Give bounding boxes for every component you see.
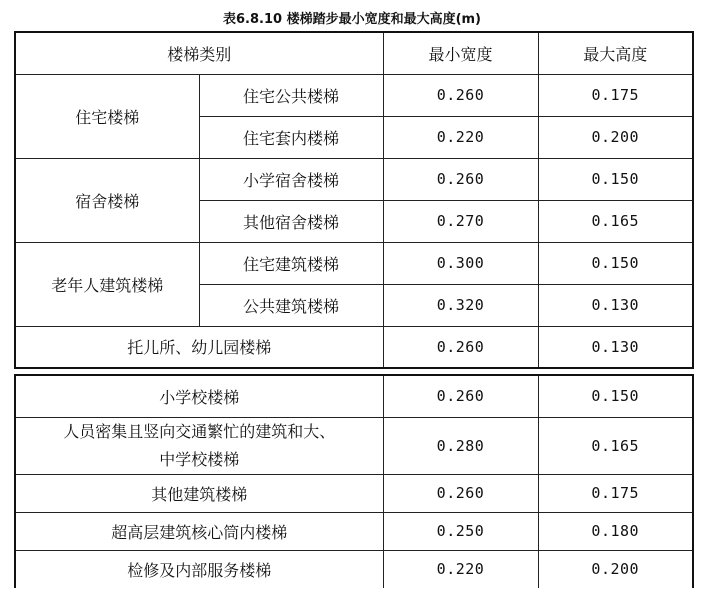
max-height-value: 0.165 <box>538 200 693 242</box>
sub-label: 住宅建筑楼梯 <box>199 242 383 284</box>
group-label: 老年人建筑楼梯 <box>15 242 199 326</box>
table-row <box>15 326 693 368</box>
row-label: 托儿所、幼儿园楼梯 <box>15 326 383 368</box>
max-height-value: 0.150 <box>538 158 693 200</box>
min-width-value: 0.260 <box>383 158 538 200</box>
table-caption: 表6.8.10 楼梯踏步最小宽度和最大高度(m) <box>222 12 481 27</box>
stair-table-part2 <box>14 374 692 588</box>
table-row <box>15 512 693 550</box>
max-height-value: 0.150 <box>538 242 693 284</box>
min-width-value: 0.280 <box>383 417 538 474</box>
row-label: 检修及内部服务楼梯 <box>15 550 383 588</box>
max-height-value: 0.130 <box>538 284 693 326</box>
group-label: 住宅楼梯 <box>15 74 199 158</box>
max-height-value: 0.180 <box>538 512 693 550</box>
max-height-value: 0.200 <box>538 550 693 588</box>
sub-label: 住宅套内楼梯 <box>199 116 383 158</box>
row-label-line2: 中学校楼梯 <box>159 449 240 469</box>
table-row <box>15 375 693 417</box>
min-width-value: 0.260 <box>383 375 538 417</box>
max-height-value: 0.200 <box>538 116 693 158</box>
min-width-value: 0.250 <box>383 512 538 550</box>
table-row <box>15 550 693 588</box>
header-max-height: 最大高度 <box>538 32 693 74</box>
sub-label: 公共建筑楼梯 <box>199 284 383 326</box>
min-width-value: 0.220 <box>383 550 538 588</box>
row-label: 超高层建筑核心筒内楼梯 <box>15 512 383 550</box>
min-width-value: 0.220 <box>383 116 538 158</box>
sub-label: 其他宿舍楼梯 <box>199 200 383 242</box>
table-row <box>15 242 693 284</box>
min-width-value: 0.320 <box>383 284 538 326</box>
min-width-value: 0.260 <box>383 474 538 512</box>
stair-table <box>14 31 694 369</box>
row-label-multiline <box>15 417 383 474</box>
max-height-value: 0.175 <box>538 474 693 512</box>
min-width-value: 0.260 <box>383 326 538 368</box>
max-height-value: 0.130 <box>538 326 693 368</box>
group-label: 宿舍楼梯 <box>15 158 199 242</box>
max-height-value: 0.150 <box>538 375 693 417</box>
max-height-value: 0.165 <box>538 417 693 474</box>
stair-table-part1 <box>14 31 692 369</box>
header-type: 楼梯类别 <box>15 32 383 74</box>
row-label: 小学校楼梯 <box>15 375 383 417</box>
sub-label: 住宅公共楼梯 <box>199 74 383 116</box>
row-label: 其他建筑楼梯 <box>15 474 383 512</box>
min-width-value: 0.300 <box>383 242 538 284</box>
stair-table-continued <box>14 374 694 588</box>
header-row <box>15 32 693 74</box>
table-row <box>15 474 693 512</box>
row-label-line1: 人员密集且竖向交通繁忙的建筑和大、 <box>63 421 336 441</box>
max-height-value: 0.175 <box>538 74 693 116</box>
table-row <box>15 74 693 116</box>
table-row <box>15 417 693 474</box>
table-row <box>15 158 693 200</box>
sub-label: 小学宿舍楼梯 <box>199 158 383 200</box>
min-width-value: 0.260 <box>383 74 538 116</box>
header-min-width: 最小宽度 <box>383 32 538 74</box>
min-width-value: 0.270 <box>383 200 538 242</box>
